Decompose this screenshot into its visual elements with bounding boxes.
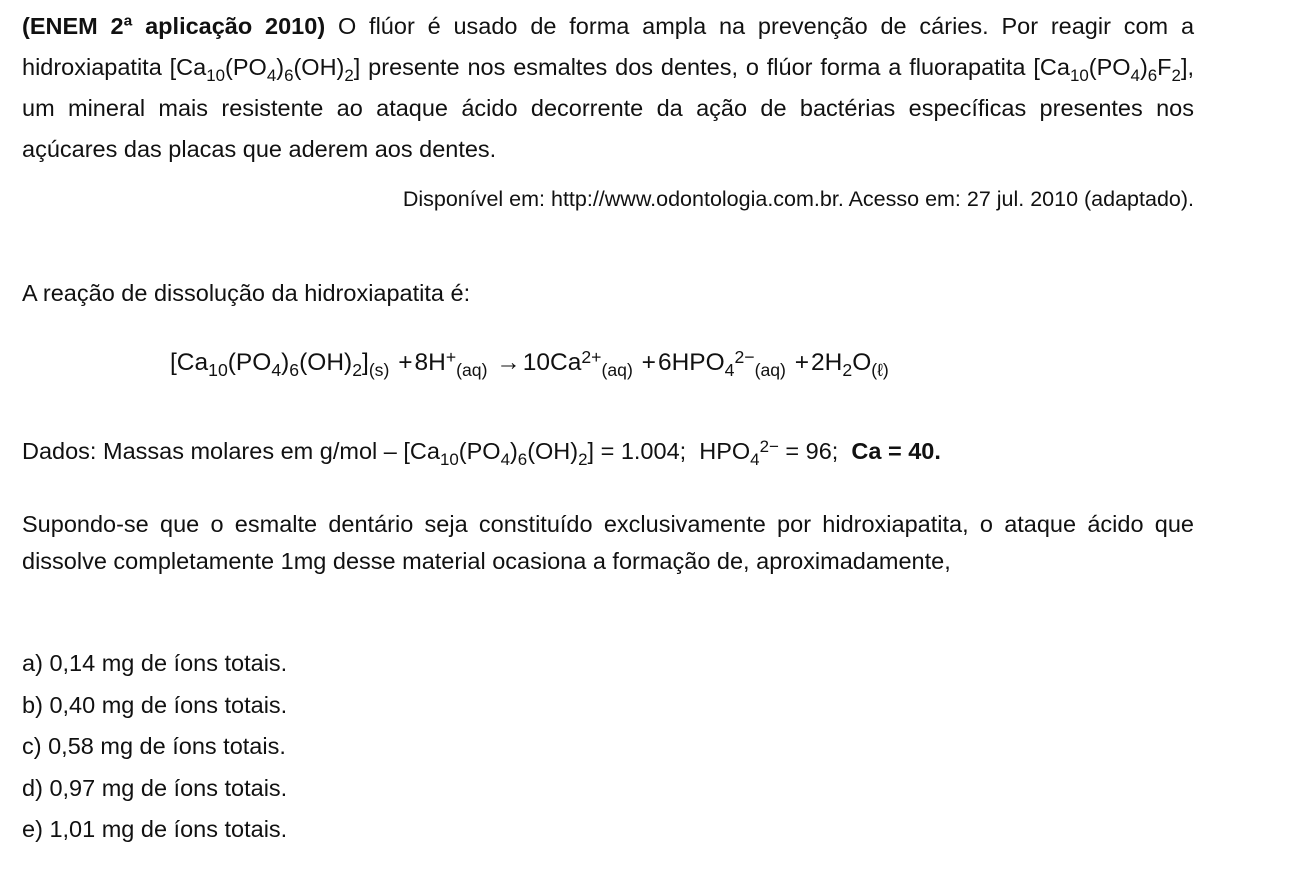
option-letter: e) bbox=[22, 816, 43, 842]
option-suffix: de íons totais. bbox=[134, 691, 288, 718]
dados-dash: – bbox=[377, 438, 404, 464]
option-c[interactable] bbox=[22, 729, 1194, 771]
dados-hydroxyapatite-value: = 1.004; bbox=[600, 438, 687, 464]
exam-source-tag: (ENEM 2ª aplicação 2010) bbox=[22, 13, 326, 39]
intro-paragraph bbox=[22, 6, 1194, 170]
intro-text-2: presente nos esmaltes dos dentes, o flúor forma a fluorapatita bbox=[360, 54, 1034, 80]
option-value: 0,40 mg bbox=[49, 691, 135, 718]
option-letter: b) bbox=[22, 691, 43, 718]
fluorapatite-formula: $[Ca_{10}(PO_4)_6F_2]$ bbox=[1033, 54, 1188, 86]
question-text-1: Supondo-se que o esmalte dentário seja constituído exclusivamente por hidroxiapatita, o ataque ácido que dissolve completamente bbox=[22, 511, 1194, 574]
option-letter: a) bbox=[22, 650, 43, 676]
intro-text-1: O flúor é usado de forma ampla na prevenção de cáries. Por reagir com a hidroxiapatita bbox=[22, 13, 1195, 80]
question-text-2: desse material ocasiona a formação de, aproximadamente, bbox=[326, 548, 951, 574]
option-d[interactable] bbox=[22, 771, 1194, 813]
dissolution-equation: $[Ca_{10}(PO_4)_6(OH)_2]_{(s)} +8H^+_{(aq)} \to 10Ca^{2+}_{(aq)} +6HPO_4^{2-}_{(aq)} +2H_2O_{(\ell)}$ bbox=[170, 346, 889, 381]
answer-options bbox=[22, 646, 1194, 854]
option-suffix: de íons totais. bbox=[134, 650, 288, 676]
dados-hydroxyapatite-formula: $[Ca_{10}(PO_4)_6(OH)_2]$ bbox=[403, 438, 595, 470]
dados-hpo4-formula: $HPO_4^{2-}$ bbox=[699, 436, 779, 470]
reaction-lead-text: A reação de dissolução da hidroxiapatita é: bbox=[22, 280, 471, 306]
option-letter: d) bbox=[22, 774, 43, 801]
intro-text-3: , um mineral mais resistente ao ataque ácido decorrente da ação de bactérias específicas presentes nos açúcares das placas que aderem aos dentes. bbox=[22, 54, 1194, 162]
dados-unit: g/mol bbox=[319, 438, 378, 464]
option-suffix: de íons totais. bbox=[134, 774, 288, 801]
question-mass: 1mg bbox=[280, 548, 327, 574]
dados-hpo4-value: = 96; bbox=[785, 438, 839, 464]
question-paragraph bbox=[22, 506, 1194, 580]
option-value: 1,01 mg bbox=[49, 816, 135, 842]
option-b[interactable] bbox=[22, 688, 1194, 730]
molar-mass-data bbox=[22, 428, 1194, 474]
option-value: 0,97 mg bbox=[49, 774, 135, 801]
dados-ca-value: Ca = 40. bbox=[851, 438, 941, 464]
option-suffix: de íons totais. bbox=[134, 816, 288, 842]
option-a[interactable] bbox=[22, 646, 1194, 688]
hydroxyapatite-formula: $[Ca_{10}(PO_4)_6(OH)_2]$ bbox=[169, 54, 361, 86]
option-e[interactable] bbox=[22, 812, 1194, 854]
source-citation: Disponível em: http://www.odontologia.com.br. Acesso em: 27 jul. 2010 (adaptado). bbox=[402, 187, 1194, 211]
option-value: 0,58 mg bbox=[48, 733, 134, 759]
option-suffix: de íons totais. bbox=[133, 733, 286, 759]
dados-prefix: Dados: Massas molares em bbox=[22, 438, 320, 464]
option-letter: c) bbox=[22, 733, 42, 759]
option-value: 0,14 mg bbox=[49, 650, 135, 676]
